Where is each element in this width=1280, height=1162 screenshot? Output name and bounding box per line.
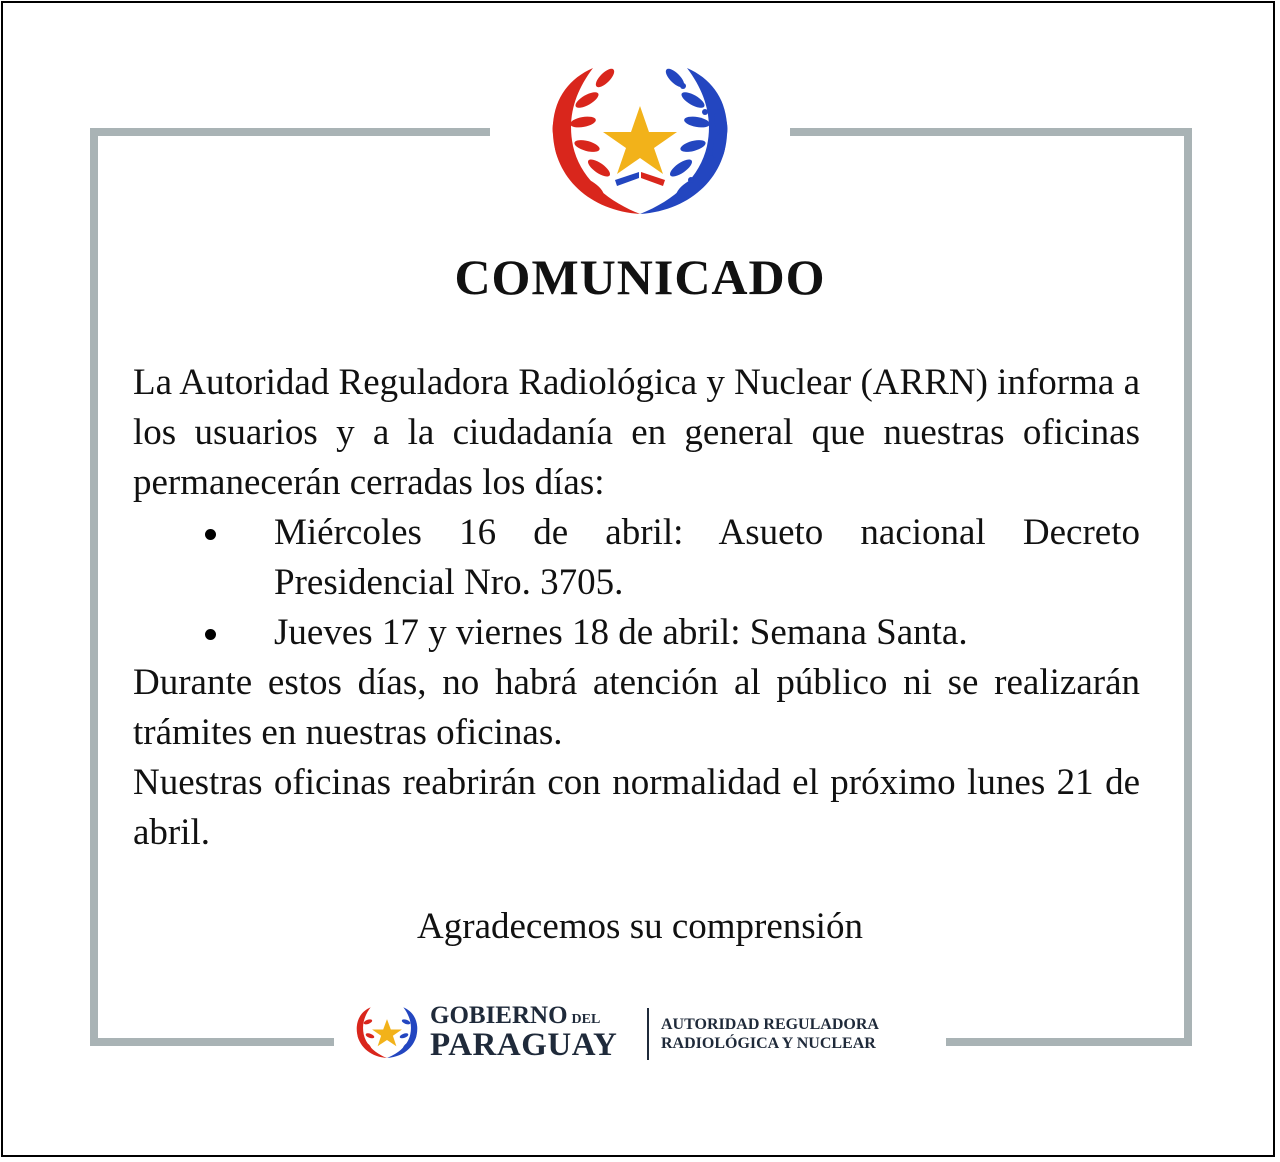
list-item (133, 508, 1140, 608)
no-service-paragraph: Durante estos días, no habrá atención al público ni se realizarán trámites en nuestras oficinas. (133, 662, 1140, 753)
list-item-text: Miércoles 16 de abril: Asueto nacional Decreto Presidencial Nro. 3705. (274, 512, 1140, 603)
bullet-icon (205, 529, 216, 540)
intro-paragraph: La Autoridad Reguladora Radiológica y Nuclear (ARRN) informa a los usuarios y a la ciudadanía en general que nuestras oficinas permanecerán cerradas los días: (133, 362, 1140, 503)
bullet-icon (205, 629, 216, 640)
government-del: DEL (571, 1012, 601, 1027)
government-name-line2: PARAGUAY (430, 1027, 618, 1063)
notice-title: COMUNICADO (454, 249, 826, 305)
frame-top-right (790, 128, 1192, 136)
paraguay-emblem-icon (545, 62, 735, 222)
frame-bottom-right (946, 1038, 1192, 1046)
agency-name-line2: RADIOLÓGICA Y NUCLEAR (661, 1035, 876, 1052)
paraguay-emblem-icon (354, 1000, 420, 1066)
frame-top-left (90, 128, 490, 136)
government-word: GOBIERNO (430, 1002, 568, 1029)
footer-divider (647, 1008, 649, 1060)
footer-logo (350, 998, 930, 1068)
reopening-paragraph: Nuestras oficinas reabrirán con normalidad el próximo lunes 21 de abril. (133, 762, 1140, 853)
closing-line: Agradecemos su comprensión (417, 906, 863, 947)
notice-body (133, 358, 1140, 858)
closure-days-list (133, 508, 1140, 658)
frame-bottom-left (90, 1038, 334, 1046)
list-item-text: Jueves 17 y viernes 18 de abril: Semana Santa. (274, 612, 968, 653)
list-item (133, 608, 1140, 658)
agency-name-line1: AUTORIDAD REGULADORA (661, 1016, 879, 1033)
